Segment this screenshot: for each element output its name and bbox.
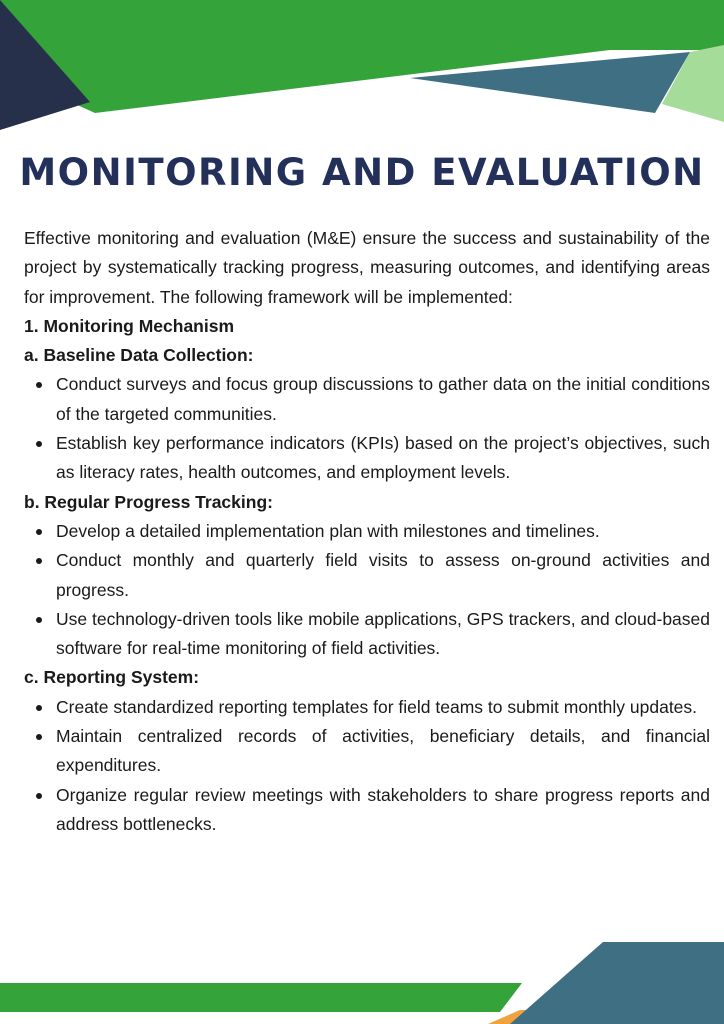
list-item: Organize regular review meetings with stakeholders to share progress reports and address bottlenecks.: [56, 781, 710, 840]
baseline-list: [24, 370, 710, 487]
list-item: Maintain centralized records of activities, beneficiary details, and financial expenditures.: [56, 722, 710, 781]
list-item: Conduct surveys and focus group discussions to gather data on the initial conditions of the targeted communities.: [56, 370, 710, 429]
reporting-list: [24, 693, 710, 839]
section-heading: 1. Monitoring Mechanism: [24, 315, 235, 336]
list-item: Establish key performance indicators (KPIs) based on the project’s objectives, such as literacy rates, health outcomes, and employment levels.: [56, 429, 710, 488]
page-title: MONITORING AND EVALUATION: [19, 151, 705, 194]
list-item: Create standardized reporting templates for field teams to submit monthly updates.: [56, 693, 710, 722]
list-item: Develop a detailed implementation plan with milestones and timelines.: [56, 517, 710, 546]
intro-paragraph: Effective monitoring and evaluation (M&E) ensure the success and sustainability of the project by systematically tracking progress, measuring outcomes, and identifying areas for improvement. The following framework will be implemented:: [24, 228, 710, 307]
subsection-heading-baseline: a. Baseline Data Collection:: [24, 345, 254, 366]
subsection-heading-reporting: c. Reporting System:: [24, 667, 200, 688]
document-body: [24, 224, 710, 839]
list-item: Conduct monthly and quarterly field visits to assess on-ground activities and progress.: [56, 546, 710, 605]
bottom-green-banner: [0, 983, 522, 1012]
bottom-teal-block: [510, 942, 724, 1024]
progress-list: [24, 517, 710, 663]
subsection-heading-progress: b. Regular Progress Tracking:: [24, 491, 273, 512]
list-item: Use technology-driven tools like mobile applications, GPS trackers, and cloud-based software for real-time monitoring of field activities.: [56, 605, 710, 664]
